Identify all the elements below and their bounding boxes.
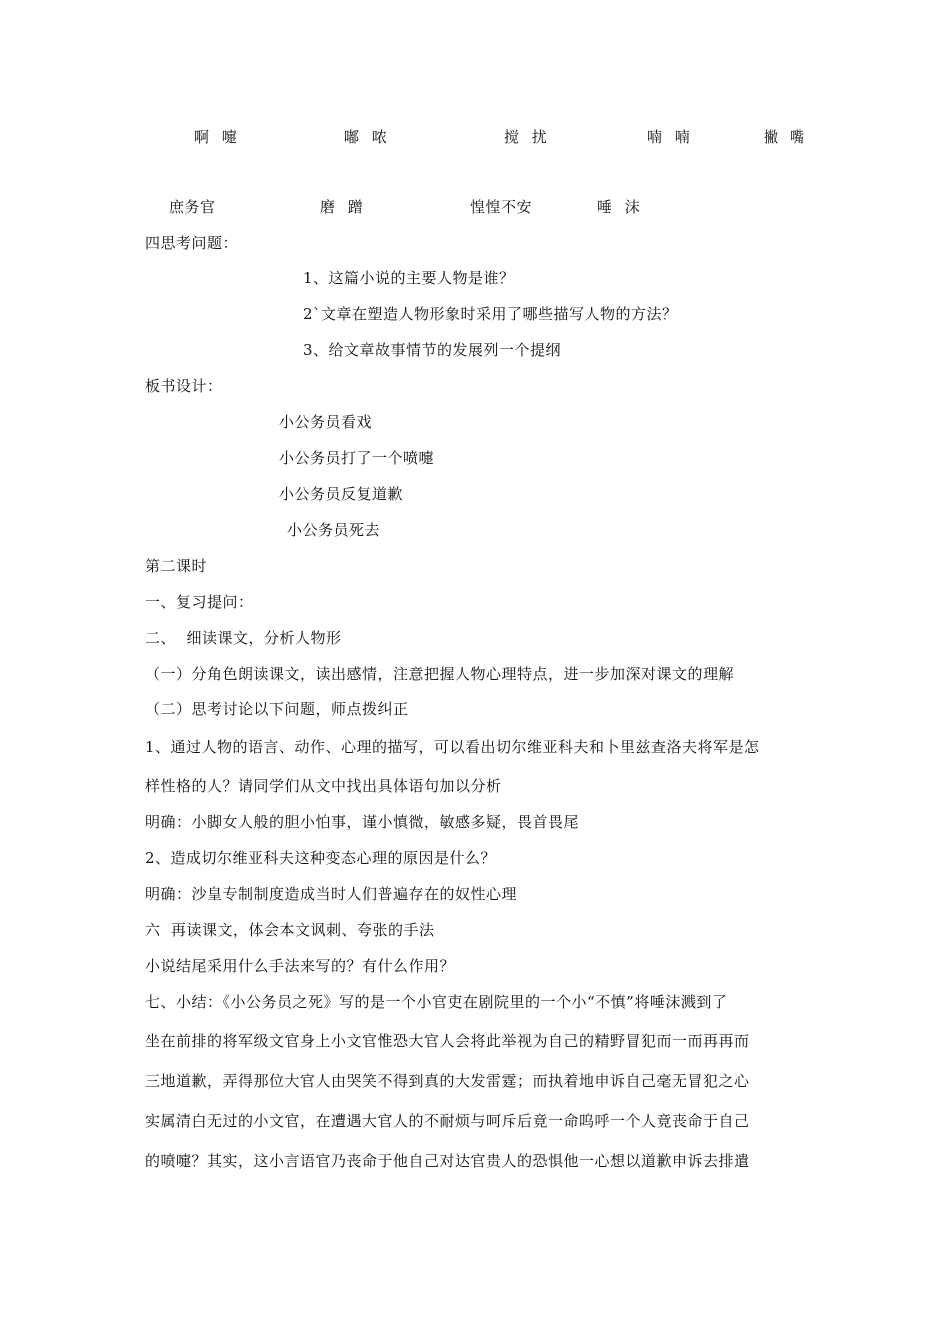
summary-line: 七、小结：《小公务员之死》写的是一个小官吏在剧院里的一个小“不慎”将唾沫溅到了 xyxy=(145,993,728,1011)
paragraph: 1、通过人物的语言、动作、心理的描写，可以看出切尔维亚科夫和卜里兹查洛夫将军是怎 xyxy=(145,738,760,756)
vocab-word: 庶务官 xyxy=(169,198,216,216)
vocab-word: 喃 喃 xyxy=(647,128,694,146)
paragraph: 2、造成切尔维亚科夫这种变态心理的原因是什么？ xyxy=(145,849,497,867)
summary-line: 三地道歉，弄得那位大官人由哭笑不得到真的大发雷霆；而执着地申诉自己毫无冒犯之心 xyxy=(145,1072,750,1090)
summary-line: 坐在前排的将军级文官身上小文官惟恐大官人会将此举视为自己的精野冒犯而一而再再而 xyxy=(145,1032,750,1050)
vocab-word: 磨 蹭 xyxy=(320,198,367,216)
section-heading-board: 板书设计： xyxy=(145,377,223,395)
question-item: 3、给文章故事情节的发展列一个提纲 xyxy=(303,341,562,359)
question-item: 1、这篇小说的主要人物是谁？ xyxy=(303,269,515,287)
paragraph: 二、 细读课文，分析人物形 xyxy=(145,629,342,647)
vocab-word: 撇 嘴 xyxy=(764,128,808,146)
board-item: 小公务员死去 xyxy=(287,521,381,539)
question-item: 2`文章在塑造人物形象时采用了哪些描写人物的方法？ xyxy=(303,305,678,323)
vocab-word: 嘟 哝 xyxy=(344,128,391,146)
paragraph: 样性格的人？请同学们从文中找出具体语句加以分析 xyxy=(145,777,502,795)
paragraph: 明确：小脚女人般的胆小怕事，谨小慎微，敏感多疑，畏首畏尾 xyxy=(145,813,580,831)
vocab-word: 惶惶不安 xyxy=(470,198,533,216)
vocab-word: 唾 沫 xyxy=(597,198,644,216)
vocab-word: 啊 嚏 xyxy=(194,128,241,146)
board-item: 小公务员看戏 xyxy=(279,413,373,431)
paragraph: （二）思考讨论以下问题，师点拨纠正 xyxy=(145,700,409,718)
board-item: 小公务员反复道歉 xyxy=(279,485,404,503)
vocab-word: 搅 扰 xyxy=(504,128,551,146)
paragraph: 六 再读课文，体会本文讽刺、夸张的手法 xyxy=(145,921,435,939)
section-heading-questions: 四思考问题： xyxy=(145,234,239,252)
board-item: 小公务员打了一个喷嚏 xyxy=(279,449,435,467)
summary-line: 实属清白无过的小文官，在遭遇大官人的不耐烦与呵斥后竟一命呜呼一个人竟丧命于自己 xyxy=(145,1112,750,1130)
paragraph: 一、复习提问： xyxy=(145,593,254,611)
paragraph: 小说结尾采用什么手法来写的？有什么作用？ xyxy=(145,957,456,975)
paragraph: 明确：沙皇专制制度造成当时人们普遍存在的奴性心理 xyxy=(145,885,518,903)
paragraph: （一）分角色朗读课文，读出感情，注意把握人物心理特点，进一步加深对课文的理解 xyxy=(145,665,735,683)
summary-line: 的喷嚏？其实，这小言语官乃丧命于他自己对达官贵人的恐惧他一心想以道歉申诉去排遣 xyxy=(145,1152,750,1170)
lesson-title: 第二课时 xyxy=(145,557,208,575)
